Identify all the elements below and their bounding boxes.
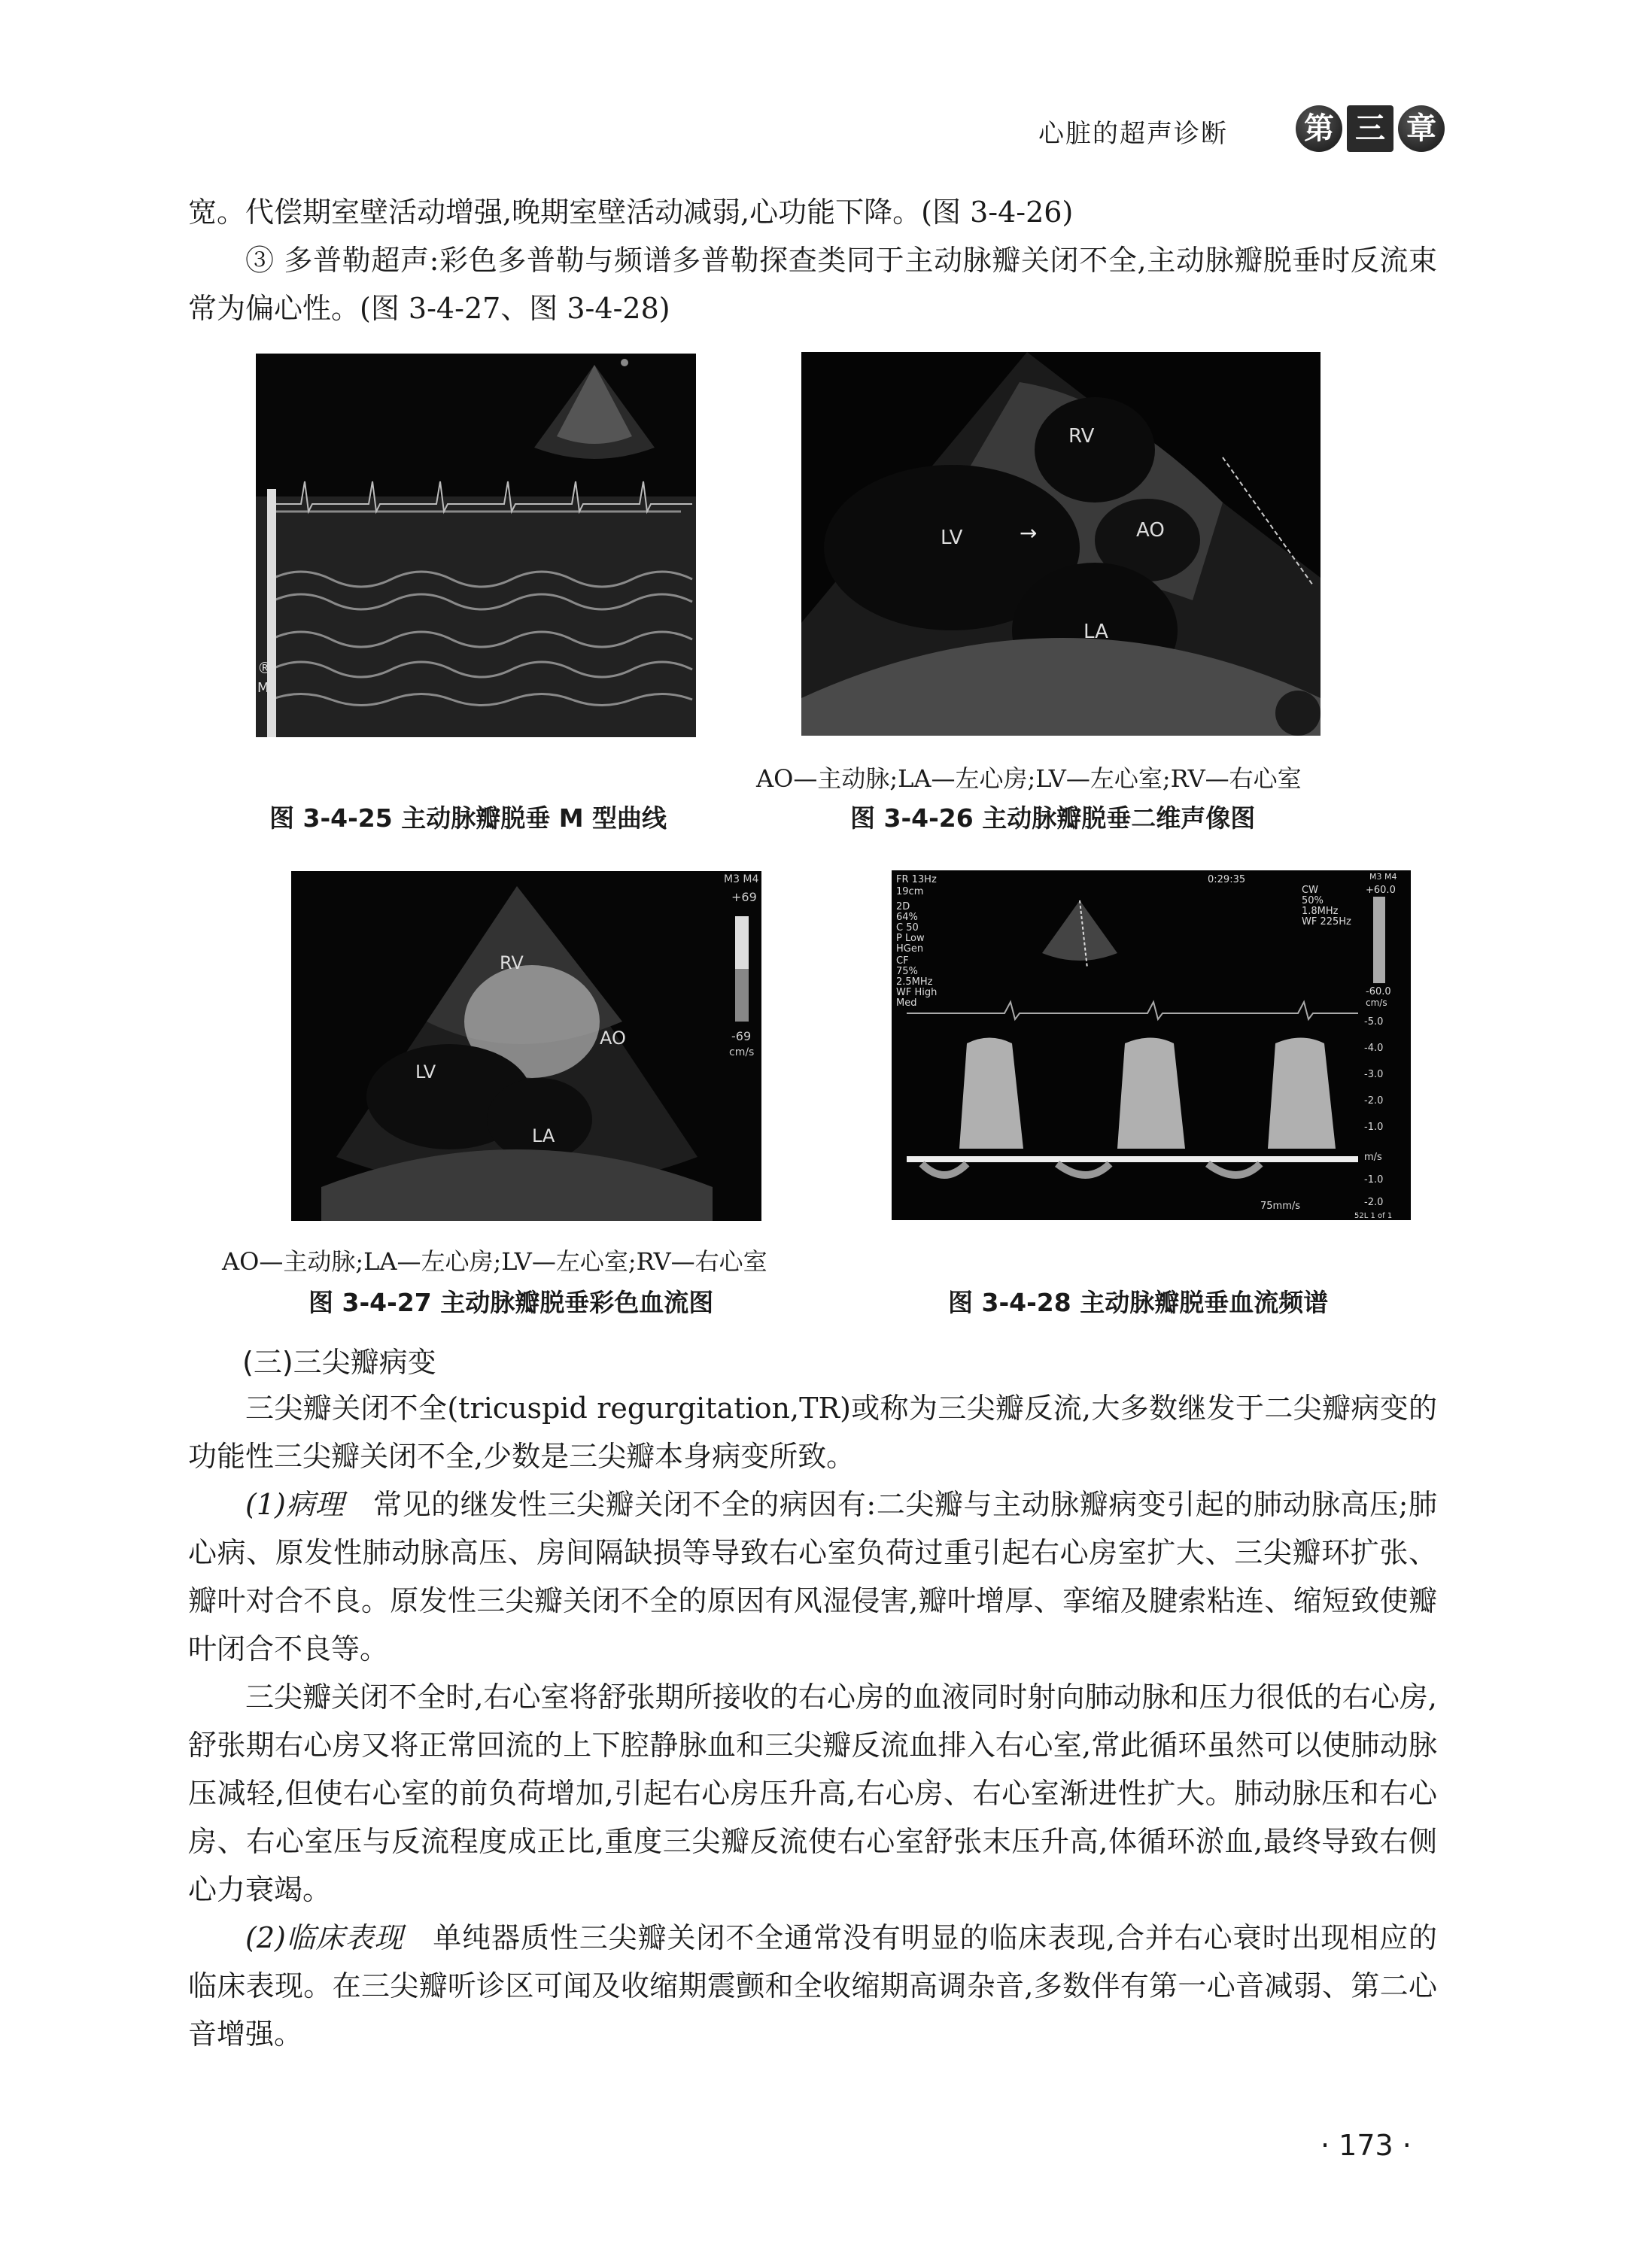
section-body (188, 1384, 1437, 2058)
paragraph (188, 1914, 1437, 2058)
scale-bottom: -60.0 (1366, 986, 1391, 997)
figure-abbreviations: AO—主动脉;LA—左心房;LV—左心室;RV—右心室 (222, 1247, 767, 1276)
figure-color-flow-image (291, 871, 761, 1221)
scale-unit: cm/s (1366, 997, 1387, 1008)
label-ao: AO (1136, 519, 1165, 542)
chapter-badge-char: 三 (1347, 105, 1393, 152)
info-left: HGen (896, 943, 924, 955)
section-heading: (三)三尖瓣病变 (242, 1346, 436, 1379)
paragraph (188, 1480, 1437, 1673)
info-left: FR 13Hz (896, 874, 937, 885)
info-left: 19cm (896, 886, 924, 897)
axis-tick: -4.0 (1364, 1043, 1384, 1054)
info-left: CF (896, 955, 909, 967)
paragraph-text: 常见的继发性三尖瓣关闭不全的病因有:二尖瓣与主动脉瓣病变引起的肺动脉高压;肺心病、原发性肺动脉高压、房间隔缺损等导致右心室负荷过重引起右心房室扩大、三尖瓣环扩张、瓣叶对合不良。原发性三尖瓣关闭不全的原因有风湿侵害,瓣叶增厚、挛缩及腱索粘连、缩短致使瓣叶闭合不良等。 (188, 1488, 1438, 1665)
sweep-speed: 75mm/s (1260, 1201, 1301, 1212)
axis-tick: -1.0 (1364, 1174, 1384, 1186)
mode-label: M3 M4 (724, 873, 759, 885)
chapter-badge-char: 章 (1398, 105, 1445, 152)
figure-2d-echo-image (801, 352, 1321, 736)
info-left: 75% (896, 966, 918, 977)
axis-tick: -1.0 (1364, 1122, 1384, 1133)
time-readout: 0:29:35 (1208, 874, 1246, 885)
figure-caption: 图 3-4-27 主动脉瓣脱垂彩色血流图 (308, 1288, 714, 1317)
info-left: C 50 (896, 922, 919, 934)
axis-tick: -3.0 (1364, 1069, 1384, 1080)
label-la: LA (1083, 621, 1108, 643)
page-number: · 173 · (1321, 2129, 1412, 2162)
info-right: WF 225Hz (1302, 916, 1351, 928)
info-left: Med (896, 997, 917, 1009)
figure-label: M (257, 680, 269, 696)
label-lv: LV (415, 1061, 436, 1082)
info-right: 1.8MHz (1302, 906, 1339, 917)
scale-bottom: -69 (731, 1029, 752, 1043)
paragraph-text: 单纯器质性三尖瓣关闭不全通常没有明显的临床表现,合并右心衰时出现相应的临床表现。在三尖瓣听诊区可闻及收缩期震颤和全收缩期高调杂音,多数伴有第一心音减弱、第二心音增强。 (188, 1921, 1437, 2051)
paragraph: 三尖瓣关闭不全(tricuspid regurgitation,TR)或称为三尖瓣反流,大多数继发于二尖瓣病变的功能性三尖瓣关闭不全,少数是三尖瓣本身病变所致。 (188, 1392, 1437, 1473)
label-rv: RV (1068, 425, 1095, 448)
figure-label: ® (257, 659, 272, 677)
info-left: 64% (896, 912, 918, 923)
frame-counter: 52L 1 of 1 (1354, 1212, 1393, 1220)
label-lv: LV (941, 527, 963, 549)
arrow-marker: → (1020, 521, 1038, 545)
label-rv: RV (500, 952, 524, 973)
scale-top: +69 (731, 890, 757, 904)
figure-caption: 图 3-4-25 主动脉瓣脱垂 M 型曲线 (269, 803, 667, 833)
figure-caption: 图 3-4-26 主动脉瓣脱垂二维声像图 (850, 803, 1256, 833)
figure-caption: 图 3-4-28 主动脉瓣脱垂血流频谱 (948, 1288, 1329, 1317)
info-left: 2.5MHz (896, 976, 933, 988)
info-left: 2D (896, 901, 910, 912)
top-text (188, 188, 1437, 332)
running-header-title: 心脏的超声诊断 (1038, 119, 1228, 149)
axis-tick: m/s (1364, 1152, 1382, 1163)
info-right: CW (1302, 885, 1318, 896)
info-left: P Low (896, 933, 925, 944)
chapter-badge-char: 第 (1296, 105, 1342, 152)
label-la: LA (532, 1125, 555, 1146)
paragraph: 三尖瓣关闭不全时,右心室将舒张期所接收的右心房的血液同时射向肺动脉和压力很低的右心房,舒张期右心房又将正常回流的上下腔静脉血和三尖瓣反流血排入右心室,常此循环虽然可以使肺动脉压减轻,但使右心室的前负荷增加,引起右心房压升高,右心房、右心室渐进性扩大。肺动脉压和右心房、右心室压与反流程度成正比,重度三尖瓣反流使右心室舒张末压升高,体循环淤血,最终导致右侧心力衰竭。 (188, 1681, 1437, 1906)
scale-unit: cm/s (729, 1046, 755, 1058)
paragraph: ③ 多普勒超声:彩色多普勒与频谱多普勒探查类同于主动脉瓣关闭不全,主动脉瓣脱垂时反流束常为偏心性。(图 3-4-27、图 3-4-28) (188, 244, 1437, 325)
scale-top: +60.0 (1366, 885, 1396, 896)
label-ao: AO (600, 1028, 626, 1049)
paragraph-label: (2)临床表现 (245, 1921, 404, 1954)
axis-tick: -2.0 (1364, 1095, 1384, 1107)
mode-label: M3 M4 (1369, 872, 1397, 882)
figure-spectral-doppler-image (892, 870, 1411, 1220)
info-left: WF High (896, 987, 938, 998)
axis-tick: -5.0 (1364, 1016, 1384, 1028)
paragraph-label: (1)病理 (245, 1488, 345, 1521)
figure-abbreviations: AO—主动脉;LA—左心房;LV—左心室;RV—右心室 (756, 764, 1302, 793)
paragraph: 宽。代偿期室壁活动增强,晚期室壁活动减弱,心功能下降。(图 3-4-26) (188, 196, 1074, 229)
axis-tick: -2.0 (1364, 1197, 1384, 1208)
figure-m-mode-image (256, 354, 696, 737)
info-right: 50% (1302, 895, 1324, 906)
